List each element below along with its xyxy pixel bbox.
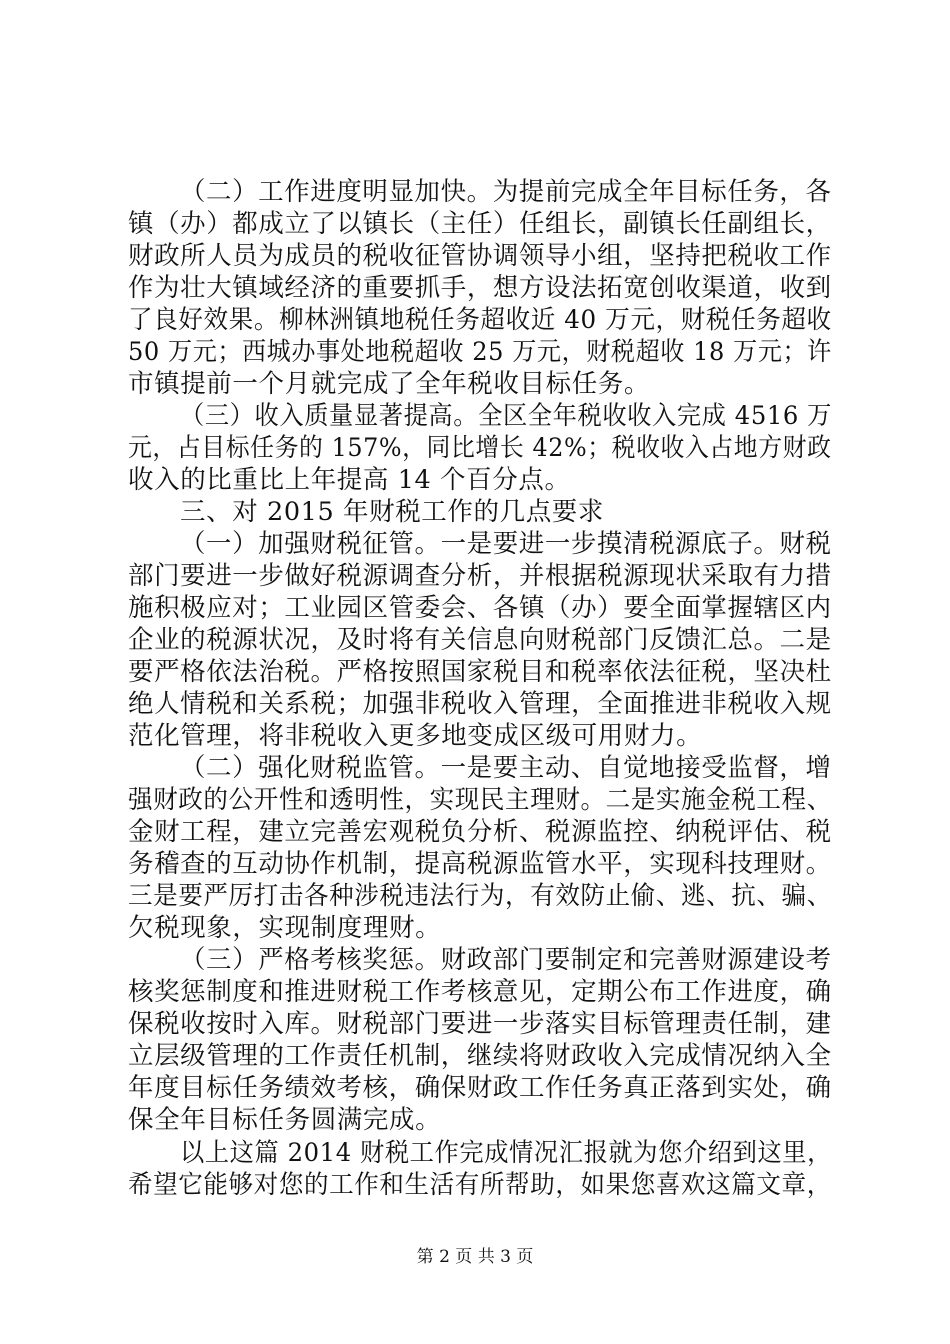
paragraph-line: 希望它能够对您的工作和生活有所帮助，如果您喜欢这篇文章， (128, 1170, 832, 1200)
paragraph-line: （二）工作进度明显加快。为提前完成全年目标任务，各 (180, 177, 832, 207)
paragraph-line: 收入的比重比上年提高 14 个百分点。 (128, 465, 571, 495)
paragraph-line: 务稽查的互动协作机制，提高税源监管水平，实现科技理财。 (128, 849, 832, 879)
paragraph-line: 以上这篇 2014 财税工作完成情况汇报就为您介绍到这里， (180, 1138, 832, 1168)
paragraph-line: 镇（办）都成立了以镇长（主任）任组长，副镇长任副组长， (128, 209, 832, 239)
paragraph-line: （二）强化财税监管。一是要主动、自觉地接受监督，增 (180, 753, 832, 783)
page-number-footer: 第 2 页 共 3 页 (416, 1247, 534, 1267)
paragraph-line: 了良好效果。柳林洲镇地税任务超收近 40 万元，财税任务超收 (128, 305, 832, 335)
paragraph-line: 50 万元；西城办事处地税超收 25 万元，财税超收 18 万元；许 (128, 337, 832, 367)
paragraph-line: 部门要进一步做好税源调查分析，并根据税源现状采取有力措 (128, 561, 832, 591)
paragraph-line: 立层级管理的工作责任机制，继续将财政收入完成情况纳入全 (128, 1041, 832, 1071)
paragraph-line: 保税收按时入库。财税部门要进一步落实目标管理责任制，建 (128, 1009, 832, 1039)
paragraph-line: （一）加强财税征管。一是要进一步摸清税源底子。财税 (180, 529, 832, 559)
paragraph-line: 保全年目标任务圆满完成。 (128, 1105, 442, 1135)
paragraph-line: 三是要严厉打击各种涉税违法行为，有效防止偷、逃、抗、骗、 (128, 881, 832, 911)
paragraph-line: 财政所人员为成员的税收征管协调领导小组，坚持把税收工作 (128, 241, 832, 271)
paragraph-line: 欠税现象，实现制度理财。 (128, 913, 442, 943)
paragraph-line: 金财工程，建立完善宏观税负分析、税源监控、纳税评估、税 (128, 817, 832, 847)
paragraph-line: （三）收入质量显著提高。全区全年税收收入完成 4516 万 (180, 401, 832, 431)
paragraph-line: 作为壮大镇域经济的重要抓手，想方设法拓宽创收渠道，收到 (128, 273, 832, 303)
paragraph-line: 要严格依法治税。严格按照国家税目和税率依法征税，坚决杜 (128, 657, 832, 687)
paragraph-line: 施积极应对；工业园区管委会、各镇（办）要全面掌握辖区内 (128, 593, 832, 623)
paragraph-line: 核奖惩制度和推进财税工作考核意见，定期公布工作进度，确 (128, 977, 832, 1007)
section-heading: 三、对 2015 年财税工作的几点要求 (180, 497, 605, 527)
paragraph-line: 范化管理，将非税收入更多地变成区级可用财力。 (128, 721, 703, 751)
paragraph-line: 绝人情税和关系税；加强非税收入管理，全面推进非税收入规 (128, 689, 832, 719)
paragraph-line: 元，占目标任务的 157%，同比增长 42%；税收收入占地方财政 (128, 433, 832, 463)
paragraph-line: （三）严格考核奖惩。财政部门要制定和完善财源建设考 (180, 945, 832, 975)
paragraph-line: 强财政的公开性和透明性，实现民主理财。二是实施金税工程、 (128, 785, 832, 815)
paragraph-line: 市镇提前一个月就完成了全年税收目标任务。 (128, 369, 651, 399)
paragraph-line: 年度目标任务绩效考核，确保财政工作任务真正落到实处，确 (128, 1073, 832, 1103)
paragraph-line: 企业的税源状况，及时将有关信息向财税部门反馈汇总。二是 (128, 625, 832, 655)
